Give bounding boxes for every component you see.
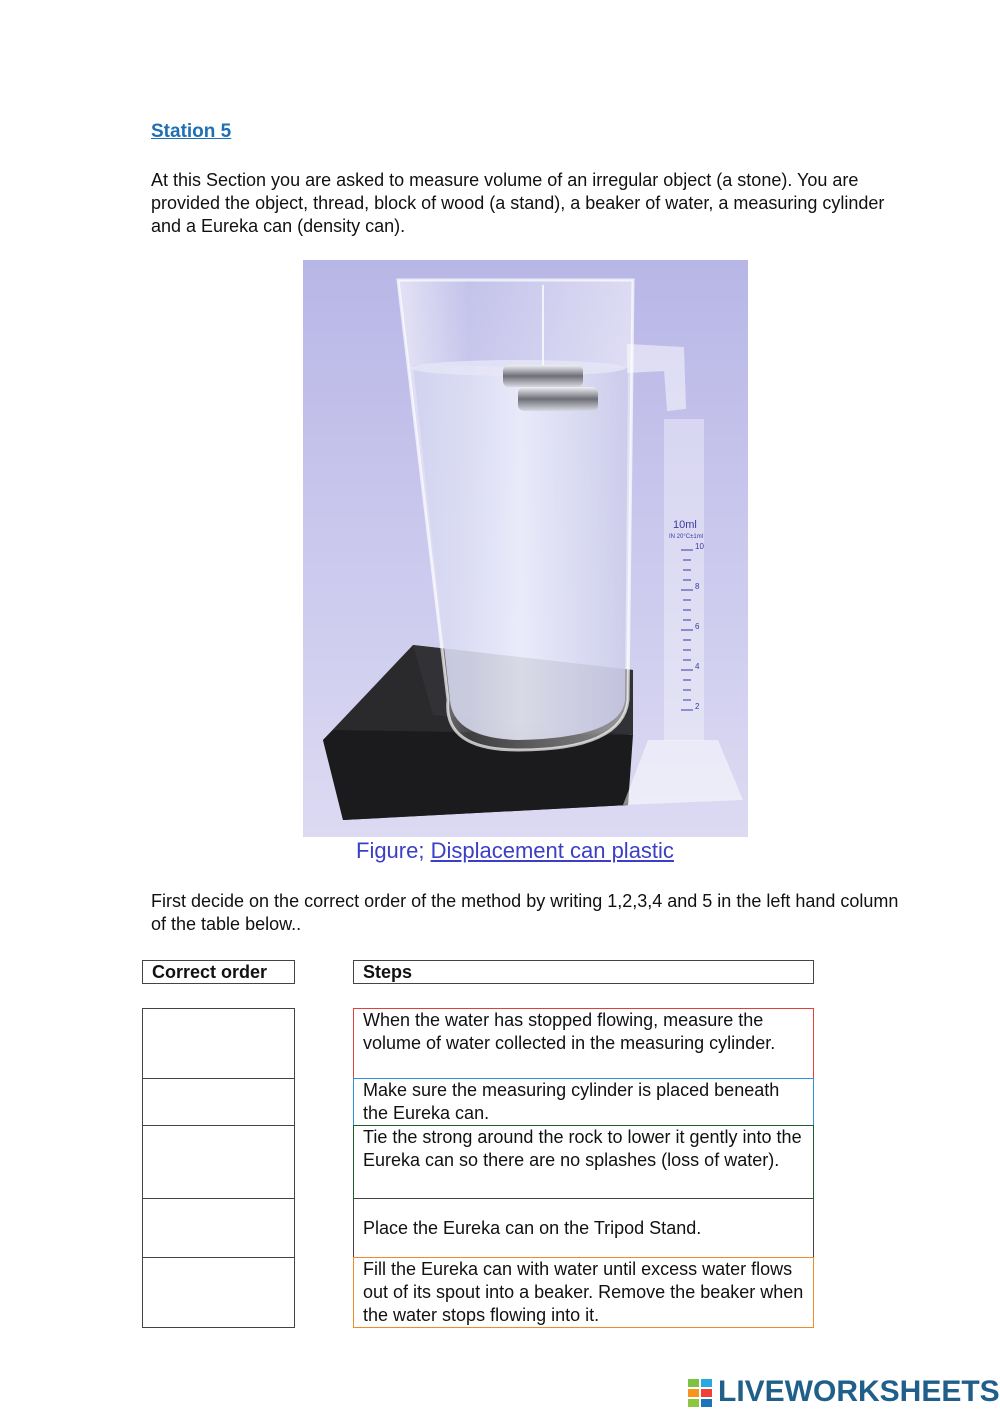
order-answer-box-2[interactable] xyxy=(142,1078,295,1126)
step-text: Make sure the measuring cylinder is placed beneath the Eureka can. xyxy=(363,1080,780,1123)
step-text: Fill the Eureka can with water until excess water flows out of its spout into a beaker. Remove the beaker when the water stops flowing into it. xyxy=(363,1259,804,1325)
measuring-cylinder xyxy=(623,420,743,805)
scale-mark: 8 xyxy=(695,582,700,591)
scale-mark: 2 xyxy=(695,702,700,711)
step-cell-3 xyxy=(353,1125,814,1199)
displacement-can-figure xyxy=(303,260,748,837)
correct-order-header: Correct order xyxy=(142,960,295,984)
displacement-can-illustration xyxy=(303,260,748,837)
order-answer-box-5[interactable] xyxy=(142,1257,295,1328)
figure-caption xyxy=(356,838,674,864)
scale-mark: 6 xyxy=(695,622,700,631)
step-cell-2 xyxy=(353,1078,814,1126)
scale-mark: 4 xyxy=(695,662,700,671)
logo-text: LIVEWORKSHEETS xyxy=(718,1375,1000,1408)
steps-header: Steps xyxy=(353,960,814,984)
step-text: Place the Eureka can on the Tripod Stand. xyxy=(363,1217,702,1238)
cylinder-label: 10ml xyxy=(673,519,697,531)
intro-paragraph: At this Section you are asked to measure volume of an irregular object (a stone). You are provided the object, thread, block of wood (a stand), a beaker of water, a measuring cylinder and a Eureka can (density can). xyxy=(151,170,885,236)
step-text: When the water has stopped flowing, measure the volume of water collected in the measuring cylinder. xyxy=(363,1010,776,1053)
station-title: Station 5 xyxy=(151,121,232,142)
step-cell-1 xyxy=(353,1008,814,1079)
liveworksheets-logo xyxy=(688,1372,1000,1412)
caption-prefix: Figure; xyxy=(356,838,431,863)
scale-mark: 10 xyxy=(695,542,704,551)
cylinder-sublabel: IN 20°C±1ml xyxy=(669,534,704,540)
step-text: Tie the strong around the rock to lower it gently into the Eureka can so there are no splashes (loss of water). xyxy=(363,1127,802,1170)
order-answer-box-4[interactable] xyxy=(142,1198,295,1258)
step-cell-5 xyxy=(353,1257,814,1328)
step-cell-4 xyxy=(353,1198,814,1258)
order-answer-box-1[interactable] xyxy=(142,1008,295,1079)
instructions-paragraph: First decide on the correct order of the method by writing 1,2,3,4 and 5 in the left hand column of the table below.. xyxy=(151,891,899,934)
caption-link[interactable]: Displacement can plastic xyxy=(430,838,674,863)
liveworksheets-logo-icon xyxy=(688,1377,714,1407)
order-answer-box-3[interactable] xyxy=(142,1125,295,1199)
